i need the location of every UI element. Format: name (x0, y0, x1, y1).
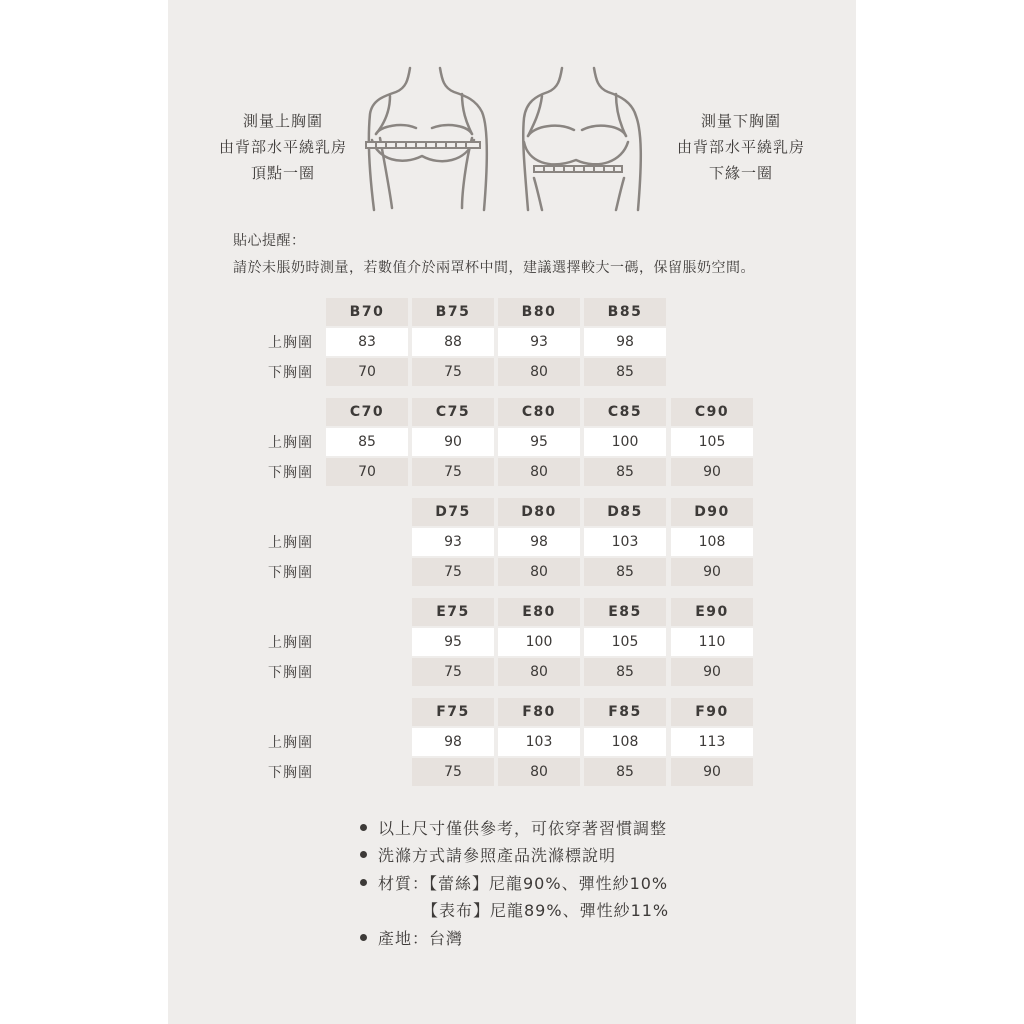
under-bust-cell: 75 (412, 558, 494, 586)
note-text: 洗滌方式請參照產品洗滌標說明 (378, 846, 617, 865)
upper-caption-line: 頂點一圈 (250, 164, 315, 182)
upper-caption-line: 由背部水平繞乳房 (218, 138, 347, 156)
upper-bust-cell: 105 (584, 628, 666, 656)
under-bust-cell: 75 (412, 458, 494, 486)
note-item (360, 815, 667, 843)
lower-bust-caption (656, 108, 826, 186)
upper-bust-cell: 108 (671, 528, 753, 556)
row-label-lower: 下胸圍 (268, 565, 313, 581)
size-header-cell: F80 (498, 698, 580, 726)
row-label-lower: 下胸圍 (268, 465, 313, 481)
row-label-upper: 上胸圍 (268, 535, 313, 551)
under-bust-cell: 80 (498, 458, 580, 486)
note-text: 材質：【蕾絲】尼龍90%、彈性紗10% (378, 874, 669, 893)
under-bust-cell: 80 (498, 758, 580, 786)
lower-caption-line: 由背部水平繞乳房 (676, 138, 805, 156)
reminder-text: 請於未脹奶時測量，若數值介於兩罩杯中間，建議選擇較大一碼，保留脹奶空間。 (233, 260, 755, 276)
size-header-cell: C90 (671, 398, 753, 426)
under-bust-cell: 85 (584, 658, 666, 686)
under-bust-measure-icon (518, 62, 656, 214)
size-header-cell: B85 (584, 298, 666, 326)
upper-bust-cell: 85 (326, 428, 408, 456)
bullet-icon (360, 851, 367, 858)
upper-bust-cell: 113 (671, 728, 753, 756)
under-bust-cell: 90 (671, 558, 753, 586)
size-header-cell: C75 (412, 398, 494, 426)
size-header-cell: B75 (412, 298, 494, 326)
upper-bust-cell: 93 (412, 528, 494, 556)
under-bust-cell: 85 (584, 458, 666, 486)
upper-bust-cell: 93 (498, 328, 580, 356)
note-item (360, 870, 668, 898)
under-bust-cell: 80 (498, 558, 580, 586)
upper-bust-cell: 103 (498, 728, 580, 756)
note-text: 【表布】尼龍89%、彈性紗11% (422, 901, 670, 920)
note-item (422, 897, 669, 925)
upper-bust-cell: 95 (412, 628, 494, 656)
lower-caption-line: 測量下胸圍 (700, 112, 781, 130)
row-label-lower: 下胸圍 (268, 365, 313, 381)
size-header-cell: F90 (671, 698, 753, 726)
bullet-icon (360, 934, 367, 941)
size-header-cell: E90 (671, 598, 753, 626)
size-header-cell: D90 (671, 498, 753, 526)
upper-bust-cell: 88 (412, 328, 494, 356)
size-header-cell: C80 (498, 398, 580, 426)
under-bust-cell: 75 (412, 358, 494, 386)
size-header-cell: C85 (584, 398, 666, 426)
size-header-cell: D85 (584, 498, 666, 526)
size-header-cell: E75 (412, 598, 494, 626)
upper-bust-cell: 110 (671, 628, 753, 656)
size-header-cell: E80 (498, 598, 580, 626)
bullet-icon (360, 824, 367, 831)
note-item (360, 925, 463, 953)
upper-bust-cell: 98 (498, 528, 580, 556)
under-bust-cell: 70 (326, 358, 408, 386)
upper-bust-cell: 103 (584, 528, 666, 556)
size-header-cell: B80 (498, 298, 580, 326)
bullet-icon (360, 879, 367, 886)
under-bust-cell: 85 (584, 758, 666, 786)
upper-bust-cell: 108 (584, 728, 666, 756)
row-label-upper: 上胸圍 (268, 735, 313, 751)
under-bust-cell: 90 (671, 658, 753, 686)
size-header-cell: B70 (326, 298, 408, 326)
size-header-cell: D75 (412, 498, 494, 526)
under-bust-cell: 90 (671, 458, 753, 486)
under-bust-cell: 85 (584, 558, 666, 586)
upper-bust-cell: 100 (498, 628, 580, 656)
size-header-cell: C70 (326, 398, 408, 426)
row-label-upper: 上胸圍 (268, 635, 313, 651)
size-header-cell: F85 (584, 698, 666, 726)
under-bust-cell: 70 (326, 458, 408, 486)
under-bust-cell: 80 (498, 658, 580, 686)
under-bust-cell: 80 (498, 358, 580, 386)
reminder-title: 貼心提醒： (233, 233, 306, 249)
under-bust-cell: 75 (412, 658, 494, 686)
size-header-cell: E85 (584, 598, 666, 626)
row-label-lower: 下胸圍 (268, 665, 313, 681)
upper-bust-measure-icon (362, 62, 498, 214)
under-bust-cell: 90 (671, 758, 753, 786)
note-text: 產地：台灣 (378, 929, 464, 948)
size-header-cell: D80 (498, 498, 580, 526)
upper-bust-cell: 98 (584, 328, 666, 356)
note-item (360, 842, 616, 870)
upper-bust-cell: 83 (326, 328, 408, 356)
lower-caption-line: 下緣一圈 (708, 164, 773, 182)
upper-caption-line: 測量上胸圍 (242, 112, 323, 130)
note-text: 以上尺寸僅供參考，可依穿著習慣調整 (378, 819, 668, 838)
row-label-upper: 上胸圍 (268, 435, 313, 451)
under-bust-cell: 85 (584, 358, 666, 386)
size-header-cell: F75 (412, 698, 494, 726)
upper-bust-caption (198, 108, 368, 186)
upper-bust-cell: 100 (584, 428, 666, 456)
upper-bust-cell: 105 (671, 428, 753, 456)
upper-bust-cell: 98 (412, 728, 494, 756)
upper-bust-cell: 95 (498, 428, 580, 456)
row-label-lower: 下胸圍 (268, 765, 313, 781)
row-label-upper: 上胸圍 (268, 335, 313, 351)
upper-bust-cell: 90 (412, 428, 494, 456)
under-bust-cell: 75 (412, 758, 494, 786)
